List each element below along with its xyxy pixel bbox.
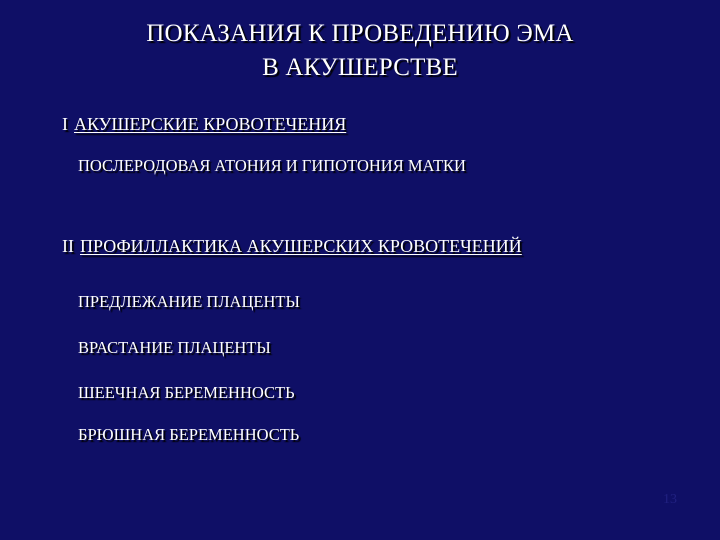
section-2-item-2: ВРАСТАНИЕ ПЛАЦЕНТЫ xyxy=(78,338,271,357)
page-number: 13 xyxy=(663,492,677,507)
section-1-item: ПОСЛЕРОДОВАЯ АТОНИЯ И ГИПОТОНИЯ МАТКИ xyxy=(78,156,466,175)
section-1-number: I xyxy=(62,114,68,134)
section-2-item-3: ШЕЕЧНАЯ БЕРЕМЕННОСТЬ xyxy=(78,383,295,402)
slide-title-line-1: ПОКАЗАНИЯ К ПРОВЕДЕНИЮ ЭМА xyxy=(146,20,574,47)
section-2-item-4: БРЮШНАЯ БЕРЕМЕННОСТЬ xyxy=(78,425,300,444)
section-2-heading xyxy=(62,235,522,257)
section-1-heading xyxy=(62,113,346,135)
slide-title-line-2: В АКУШЕРСТВЕ xyxy=(262,54,458,81)
section-2-number: II xyxy=(62,236,74,256)
section-1-title: АКУШЕРСКИЕ КРОВОТЕЧЕНИЯ xyxy=(74,114,347,134)
section-2-title: ПРОФИЛЛАКТИКА АКУШЕРСКИХ КРОВОТЕЧЕНИЙ xyxy=(80,236,522,256)
section-2-item-1: ПРЕДЛЕЖАНИЕ ПЛАЦЕНТЫ xyxy=(78,292,300,311)
